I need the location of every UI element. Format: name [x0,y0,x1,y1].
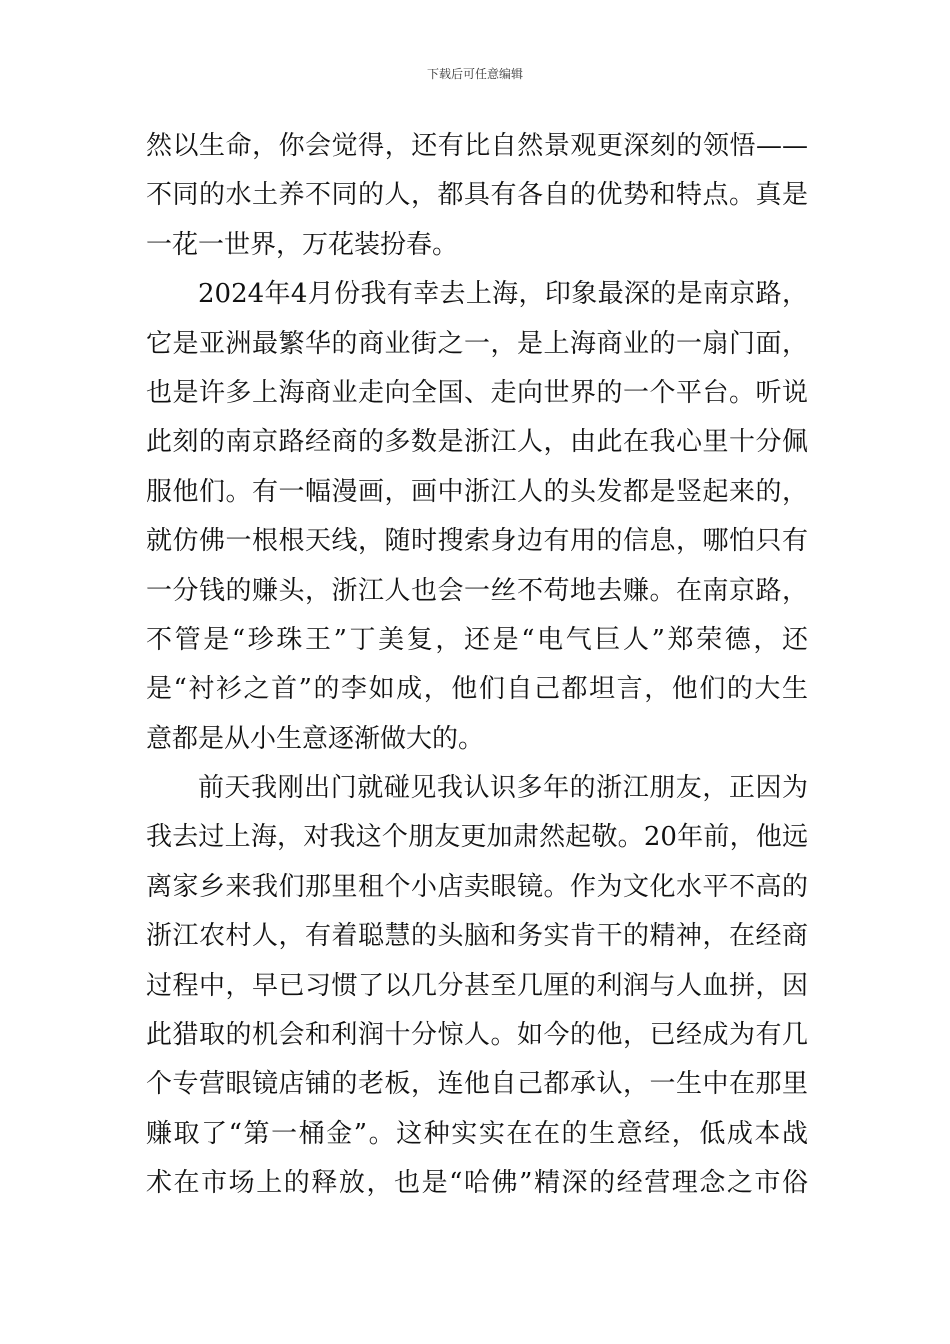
text-line: 一分钱的赚头，浙江人也会一丝不苟地去赚。在南京路， [146,575,808,606]
text-line: 此刻的南京路经商的多数是浙江人，由此在我心里十分佩 [146,427,808,458]
text-line: 前天我刚出门就碰见我认识多年的浙江朋友，正因为 [198,773,808,804]
text-line: 赚取了“第一桶金”。这种实实在在的生意经，低成本战 [146,1118,808,1149]
text-line: 浙江农村人，有着聪慧的头脑和务实肯干的精神，在经商 [146,921,808,952]
text-line: 不管是“珍珠王”丁美复，还是“电气巨人”郑荣德，还 [146,624,808,655]
text-line: 离家乡来我们那里租个小店卖眼镜。作为文化水平不高的 [146,871,808,902]
text-line: 一花一世界，万花装扮春。 [146,229,459,260]
text-line: 是“衬衫之首”的李如成，他们自己都坦言，他们的大生 [146,674,808,705]
text-line: 此猎取的机会和利润十分惊人。如今的他，已经成为有几 [146,1020,808,1051]
paragraph [146,126,808,274]
text-line: 2024年4月份我有幸去上海，印象最深的是南京路， [198,279,808,310]
text-line: 不同的水土养不同的人，都具有各自的优势和特点。真是 [146,180,808,211]
text-line: 它是亚洲最繁华的商业街之一，是上海商业的一扇门面， [146,328,808,359]
text-line: 意都是从小生意逐渐做大的。 [146,723,485,754]
text-line: 过程中，早已习惯了以几分甚至几厘的利润与人血拼，因 [146,970,808,1001]
text-line: 我去过上海，对我这个朋友更加肃然起敬。20年前，他远 [146,822,808,853]
text-line: 就仿佛一根根天线，随时搜索身边有用的信息，哪怕只有 [146,526,808,557]
text-line: 也是许多上海商业走向全国、走向世界的一个平台。听说 [146,377,808,408]
paragraph [146,768,808,1213]
text-line: 然以生命，你会觉得，还有比自然景观更深刻的领悟—— [146,131,808,161]
text-line: 个专营眼镜店铺的老板，连他自己都承认，一生中在那里 [146,1069,808,1100]
text-line: 服他们。有一幅漫画，画中浙江人的头发都是竖起来的， [146,476,808,507]
text-line: 术在市场上的释放，也是“哈佛”精深的经营理念之市俗 [146,1168,808,1199]
document-body [146,126,808,1213]
page-header: 下载后可任意编辑 [426,67,523,81]
paragraph [146,274,808,768]
